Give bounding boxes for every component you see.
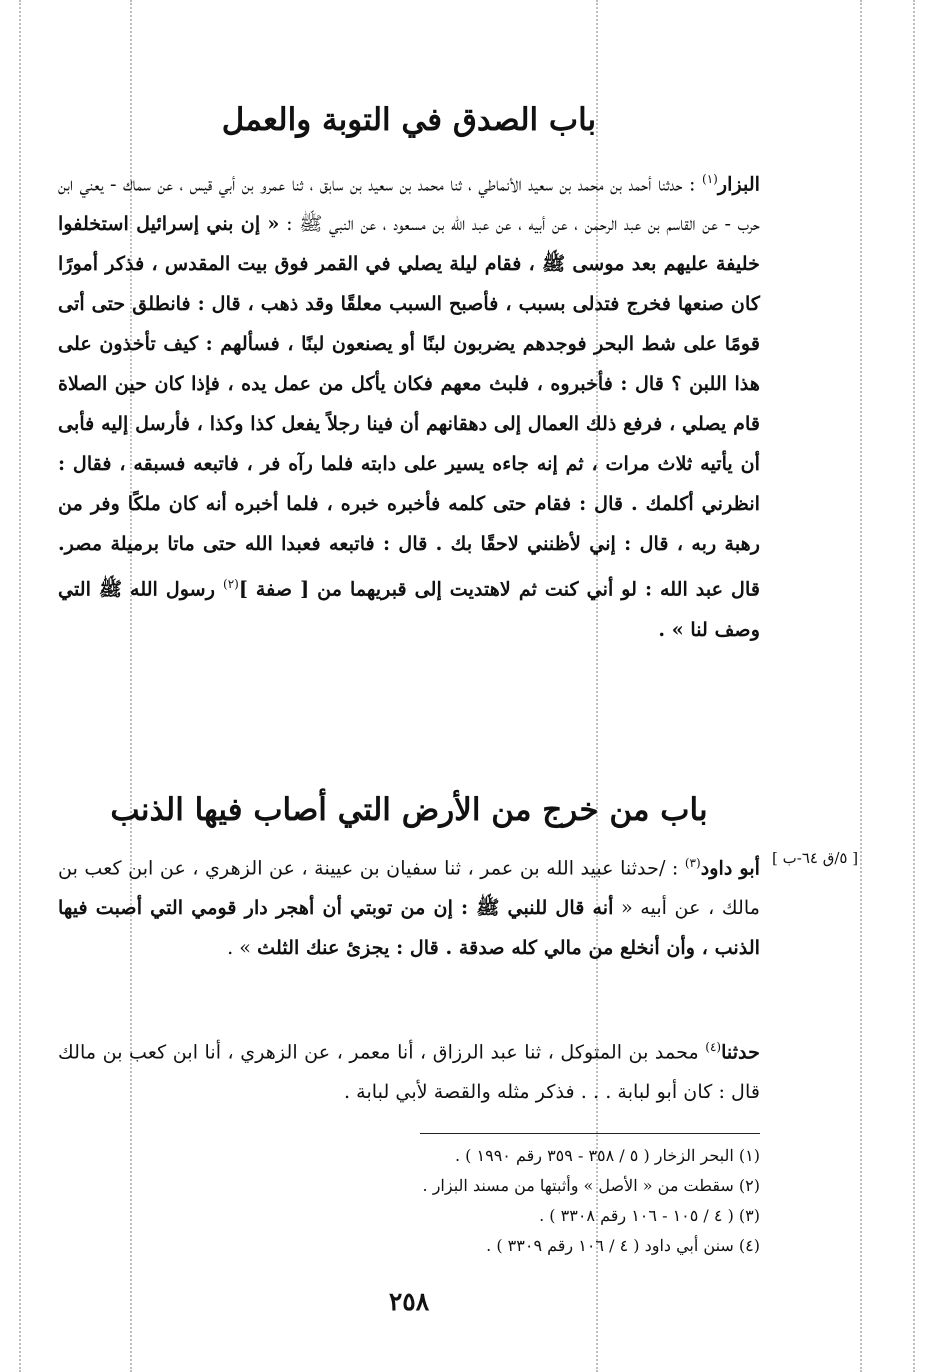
hadith-paragraph-bazzar bbox=[58, 159, 760, 650]
hadith-paragraph-abu-dawud bbox=[58, 843, 760, 968]
scan-guide-line bbox=[19, 0, 21, 1372]
manuscript-folio-note: [ ٥/ق ٦٤-ب ] bbox=[772, 849, 859, 867]
chapter-heading-leaving-land: باب من خرج من الأرض التي أصاب فيها الذنب bbox=[110, 792, 708, 828]
footnote-ref: (٢) bbox=[223, 577, 239, 592]
footnote-4: (٤) سنن أبي داود ( ٤ / ١٠٦ رقم ٣٣٠٩ ) . bbox=[486, 1236, 760, 1255]
footnote-ref: (٣) bbox=[684, 856, 701, 870]
isnad-text: : حدثنا أحمد بن محمد بن سعيد الأنماطي ، ثنا محمد بن سعيد بن سابق ، ثنا عمرو بن أبي قيس ، عن سماك - يعني ابن حرب - عن القاسم بن عبد الرحمن ، عن أبيه ، عن عبد الله بن مسعود ، عن النبي ﷺ : bbox=[58, 172, 760, 236]
footnotes bbox=[58, 1141, 760, 1261]
hadith-text: أنه قال للنبي ﷺ : إن من توبتي أن أهجر دار قومي التي أصبت فيها الذنب ، وأن أنخلع من مالي كله صدقة . قال : يجزئ عنك الثلث bbox=[58, 896, 760, 960]
book-page bbox=[58, 0, 760, 1372]
footnote-1: (١) البحر الزخار ( ٥ / ٣٥٨ - ٣٥٩ رقم ١٩٩٠ ) . bbox=[455, 1146, 760, 1165]
footnote-ref: (١) bbox=[702, 172, 718, 186]
footnote-3: (٣) ( ٤ / ١٠٥ - ١٠٦ رقم ٣٣٠٨ ) . bbox=[539, 1206, 760, 1225]
footnote-2: (٢) سقطت من « الأصل » وأثبتها من مسند البزار . bbox=[422, 1176, 760, 1195]
closing-text: » . bbox=[227, 936, 258, 960]
hadith-paragraph-second-chain bbox=[58, 1027, 760, 1112]
isnad-text: : /حدثنا عبيد الله بن عمر ، ثنا سفيان بن عيينة ، عن الزهري ، عن ابن كعب بن مالك ، عن أبيه « bbox=[58, 856, 760, 920]
source-name: حدثنا bbox=[721, 1040, 760, 1064]
isnad-text: محمد بن المتوكل ، ثنا عبد الرزاق ، أنا معمر ، عن الزهري ، أنا ابن كعب بن مالك قال : كان أبو لبابة . . . فذكر مثله والقصة لأبي لبابة . bbox=[58, 1040, 760, 1104]
footnote-divider bbox=[420, 1133, 760, 1134]
footnote-ref: (٤) bbox=[705, 1040, 722, 1054]
hadith-text: رسول الله ﷺ التي وصف لنا » . bbox=[58, 577, 760, 641]
page-number: ٢٥٨ bbox=[388, 1287, 430, 1316]
scan-guide-line bbox=[913, 0, 915, 1372]
hadith-text: « إن بني إسرائيل استخلفوا خليفة عليهم بعد موسى ﷺ ، فقام ليلة يصلي في القمر فوق بيت المقدس ، فذكر أمورًا كان صنعها فخرج فتدلى بسبب ، فأصبح السبب معلقًا وقد ذهب ، قال : فانطلق حتى أتى قومًا على شط البحر فوجدهم يضربون لبنًا أو يصنعون لبنًا ، فسألهم : كيف تأخذون على هذا اللبن ؟ قال : فأخبروه ، فلبث معهم فكان يأكل من عمل يده ، فإذا كان حين الصلاة قام يصلي ، فرفع ذلك العمال إلى دهقانهم أن فينا رجلاً يفعل كذا وكذا ، فأرسل إليه فأبى أن يأتيه ثلاث مرات ، ثم إنه جاءه يسير على دابته فلما رآه فر ، فاتبعه فسبقه ، فقال : انظرني أكلمك . قال : فقام حتى كلمه فأخبره خبره ، فلما أخبره أنه كان ملكًا وفر من رهبة ربه ، قال : إني لأظنني لاحقًا بك . قال : فاتبعه فعبدا الله حتى ماتا برميلة مصر. قال عبد الله : لو أني كنت ثم لاهتديت إلى قبريهما من [ صفة ] bbox=[58, 212, 761, 601]
source-name: البزار bbox=[717, 172, 760, 196]
chapter-heading-truthfulness: باب الصدق في التوبة والعمل bbox=[221, 102, 597, 138]
scan-guide-line bbox=[860, 0, 862, 1372]
source-name: أبو داود bbox=[700, 856, 761, 880]
